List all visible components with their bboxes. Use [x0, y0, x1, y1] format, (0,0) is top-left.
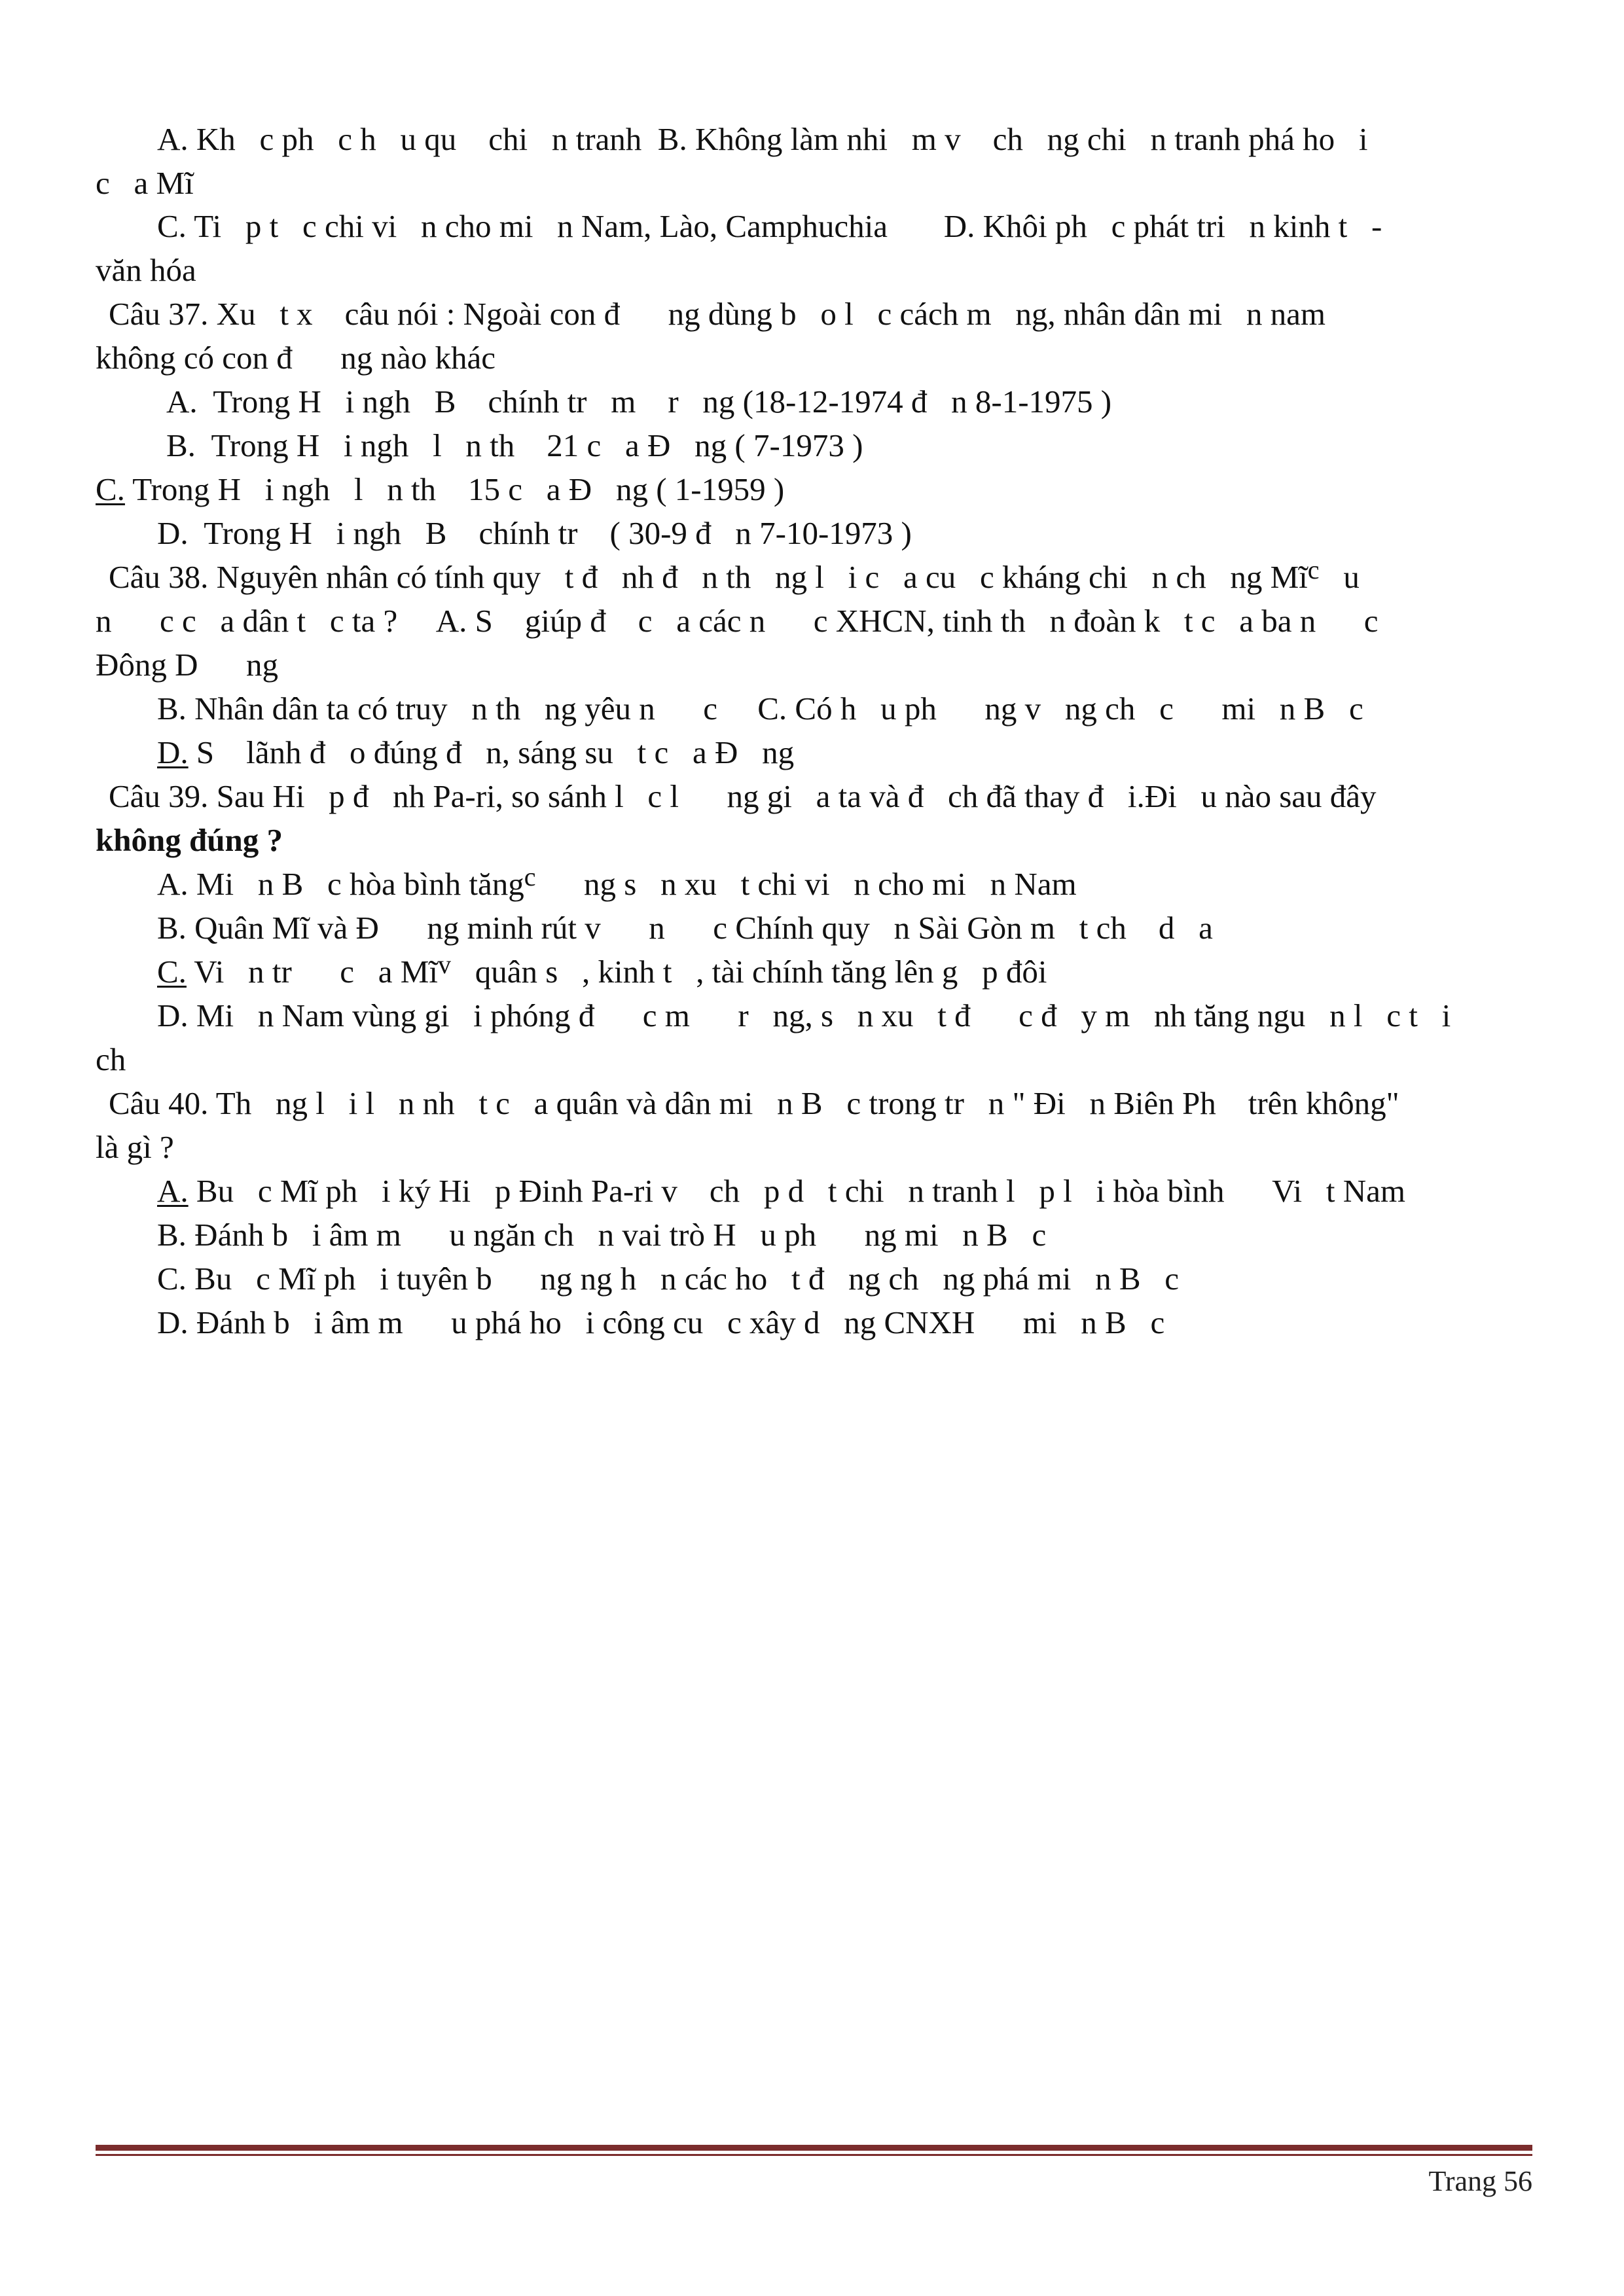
- q39-option-d-cont: ch: [96, 1041, 126, 1077]
- question-38-cont: n c c a dân t c ta ? A. S giúp đ c a các n c XHCN, tinh th n đoàn k t c a ba n c: [96, 603, 1379, 639]
- q39-option-c-text: Vi n tr c a Mĩ: [186, 954, 438, 990]
- q40-option-a: [157, 1172, 1405, 1211]
- question-37-cont: không có con đ ng nào khác: [96, 340, 496, 376]
- q40-option-a-text: Bu c Mĩ ph i ký Hi p Đinh Pa-ri v ch p d t chi n tranh l p l i hòa bình Vi t Nam: [188, 1173, 1406, 1209]
- q37-answer-marker: C.: [96, 471, 125, 507]
- q39-option-a-tail: ng s n xu t chi vi n cho mi n Nam: [535, 866, 1077, 902]
- question-39-emphasis: không đúng ?: [96, 822, 283, 858]
- q40-option-c: C. Bu c Mĩ ph i tuyên b ng ng h n các ho t đ ng ch ng phá mi n B c: [157, 1261, 1180, 1297]
- q40-option-d: D. Đánh b i âm m u phá ho i công cu c xây d ng CNXH mi n B c: [157, 1304, 1165, 1340]
- q36-options-ab-cont: c a Mĩ: [96, 165, 194, 201]
- question-38-text: Câu 38. Nguyên nhân có tính quy t đ nh đ n th ng l i c a cu c kháng chi n ch ng Mĩ: [109, 559, 1308, 595]
- q36-options-cd-cont: văn hóa: [96, 252, 196, 288]
- q36-options-ab: A. Kh c ph c h u qu chi n tranh B. Không làm nhi m v ch ng chi n tranh phá ho i: [157, 121, 1368, 157]
- q39-option-a: [157, 862, 1077, 906]
- q39-answer-marker: C.: [157, 954, 187, 990]
- q39-option-c-sup: v: [437, 950, 451, 979]
- q38-option-d: [157, 733, 794, 772]
- q39-option-d: D. Mi n Nam vùng gi i phóng đ c m r ng, s n xu t đ c đ y m nh tăng ngu n l c t i: [157, 997, 1451, 1033]
- question-38-sup: c: [1307, 555, 1320, 584]
- q39-option-a-sup: c: [524, 862, 536, 891]
- q39-option-c-tail: quân s , kinh t , tài chính tăng lên g p đôi: [450, 954, 1047, 990]
- question-37: Câu 37. Xu t x câu nói : Ngoài con đ ng dùng b o l c cách m ng, nhân dân mi n nam: [109, 296, 1326, 332]
- q37-option-d: D. Trong H i ngh B chính tr ( 30-9 đ n 7-10-1973 ): [157, 515, 912, 551]
- q38-option-d-text: S lãnh đ o đúng đ n, sáng su t c a Đ ng: [188, 734, 795, 770]
- question-38: [109, 555, 1360, 599]
- q40-answer-marker: A.: [157, 1173, 189, 1209]
- q40-option-b: B. Đánh b i âm m u ngăn ch n vai trò H u ph ng mi n B c: [157, 1217, 1047, 1253]
- q37-option-c: [96, 470, 784, 509]
- question-40: Câu 40. Th ng l i l n nh t c a quân và dân mi n B c trong tr n " Đi n Biên Ph trên không": [109, 1085, 1399, 1121]
- q39-option-c: [157, 952, 1047, 994]
- q39-option-b: B. Quân Mĩ và Đ ng minh rút v n c Chính quy n Sài Gòn m t ch d a: [157, 910, 1213, 946]
- question-38-cont-2: Đông D ng: [96, 647, 279, 683]
- question-39: Câu 39. Sau Hi p đ nh Pa-ri, so sánh l c l ng gi a ta và đ ch đã thay đ i.Đi u nào sau đây: [109, 778, 1377, 814]
- q39-option-a-text: A. Mi n B c hòa bình tăng: [157, 866, 524, 902]
- question-40-cont: là gì ?: [96, 1129, 174, 1165]
- q37-option-a: A. Trong H i ngh B chính tr m r ng (18-12-1974 đ n 8-1-1975 ): [166, 384, 1112, 420]
- q38-answer-marker: D.: [157, 734, 189, 770]
- page-number: Trang 56: [1428, 2165, 1532, 2197]
- q36-options-cd: C. Ti p t c chi vi n cho mi n Nam, Lào, Camphuchia D. Khôi ph c phát tri n kinh t -: [157, 208, 1382, 244]
- footer-rule: [96, 2145, 1532, 2151]
- footer-rule-thin: [96, 2154, 1532, 2156]
- q37-option-b: B. Trong H i ngh l n th 21 c a Đ ng ( 7-1973 ): [166, 427, 863, 463]
- question-38-tail: u: [1319, 559, 1360, 595]
- q38-options-bc: B. Nhân dân ta có truy n th ng yêu n c C. Có h u ph ng v ng ch c mi n B c: [157, 691, 1363, 726]
- q37-option-c-text: Trong H i ngh l n th 15 c a Đ ng ( 1-1959 ): [124, 471, 785, 507]
